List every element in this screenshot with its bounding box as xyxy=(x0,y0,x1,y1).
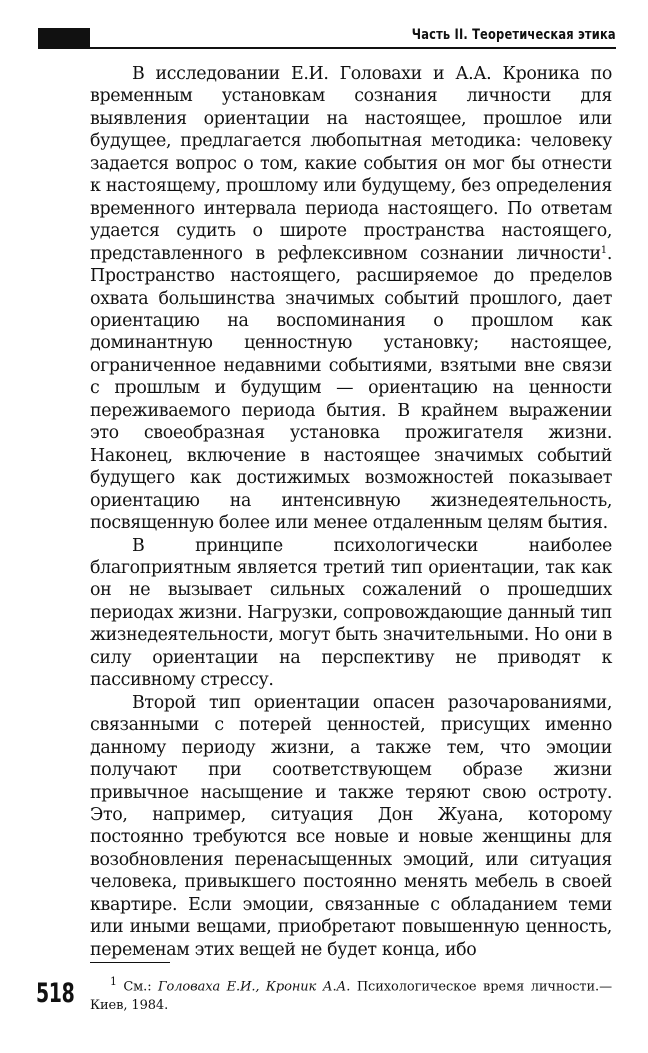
footnote xyxy=(90,972,612,1015)
footnote-prefix: См.: xyxy=(116,979,159,995)
footnote-indent xyxy=(90,979,110,994)
paragraph-3: Второй тип ориентации опасен разочарованиями, связанными с потерей ценностей, присущих именно данному периоду жизни, а также тем, что эмоции получают при соответствующем образе жизни привычное насыщение и также теряют свою остроту. Это, например, ситуация Дон Жуана, которому постоянно требуются все новые и новые женщины для возобновления перенасыщенных эмоций, или ситуация человека, привыкшего постоянно менять мебель в своей квартире. Если эмоции, связанные с обладанием теми или иными вещами, приобретают повышенную ценность, переменам этих вещей не будет конца, ибо xyxy=(90,692,612,960)
paragraph-2: В принципе психологически наиболее благоприятным является третий тип ориентации, так как он не вызывает сильных сожалений о прошедших периодах жизни. Нагрузки, сопровождающие данный тип жизнедеятельности, могут быть значительными. Но они в силу ориентации на перспективу не приводят к пассивному стрессу. xyxy=(90,535,612,691)
footnote-authors: Головаха Е.И., Кроник А.А. xyxy=(158,979,351,995)
footnote-mark: 1 xyxy=(110,975,117,988)
paragraph-1-text-a: В исследовании Е.И. Головахи и А.А. Кроника по временным установкам сознания личности для выявления ориентации на настоящее, прошлое или будущее, предлагается любопытная методика: человеку задается вопрос о том, какие события он мог бы отнести к настоящему, прошлому или будущему, без определения временного интервала периода настоящего. По ответам удается судить о широте пространства настоящего, представленного в рефлексивном сознании личности xyxy=(90,64,612,264)
paragraph-1 xyxy=(90,63,612,535)
body-text xyxy=(90,63,612,961)
footnote-rule xyxy=(90,962,170,963)
footnote-reference[interactable]: 1 xyxy=(600,244,607,256)
paragraph-1-text-b: . Пространство настоящего, расширяемое до пределов охвата большинства значимых событий прошлого, дает ориентацию на воспоминания о прошлом как доминантную ценностную установку; настоящее, ограниченное недавними событиями, взятыми вне связи с прошлым и будущим — ориентацию на ценности переживаемого периода бытия. В крайнем выражении это своеобразная установка прожигателя жизни. Наконец, включение в настоящее значимых событий будущего как достижимых возможностей показывает ориентацию на интенсивную жизнедеятельность, посвященную более или менее отдаленным целям бытия. xyxy=(90,243,612,534)
footnote-rest: Психологическое время личности.— Киев, 1984. xyxy=(90,979,612,1014)
page-number: 518 xyxy=(36,978,75,1009)
running-head: Часть II. Теоретическая этика xyxy=(411,27,616,43)
header-black-bar xyxy=(38,28,90,48)
header-rule xyxy=(38,47,616,49)
